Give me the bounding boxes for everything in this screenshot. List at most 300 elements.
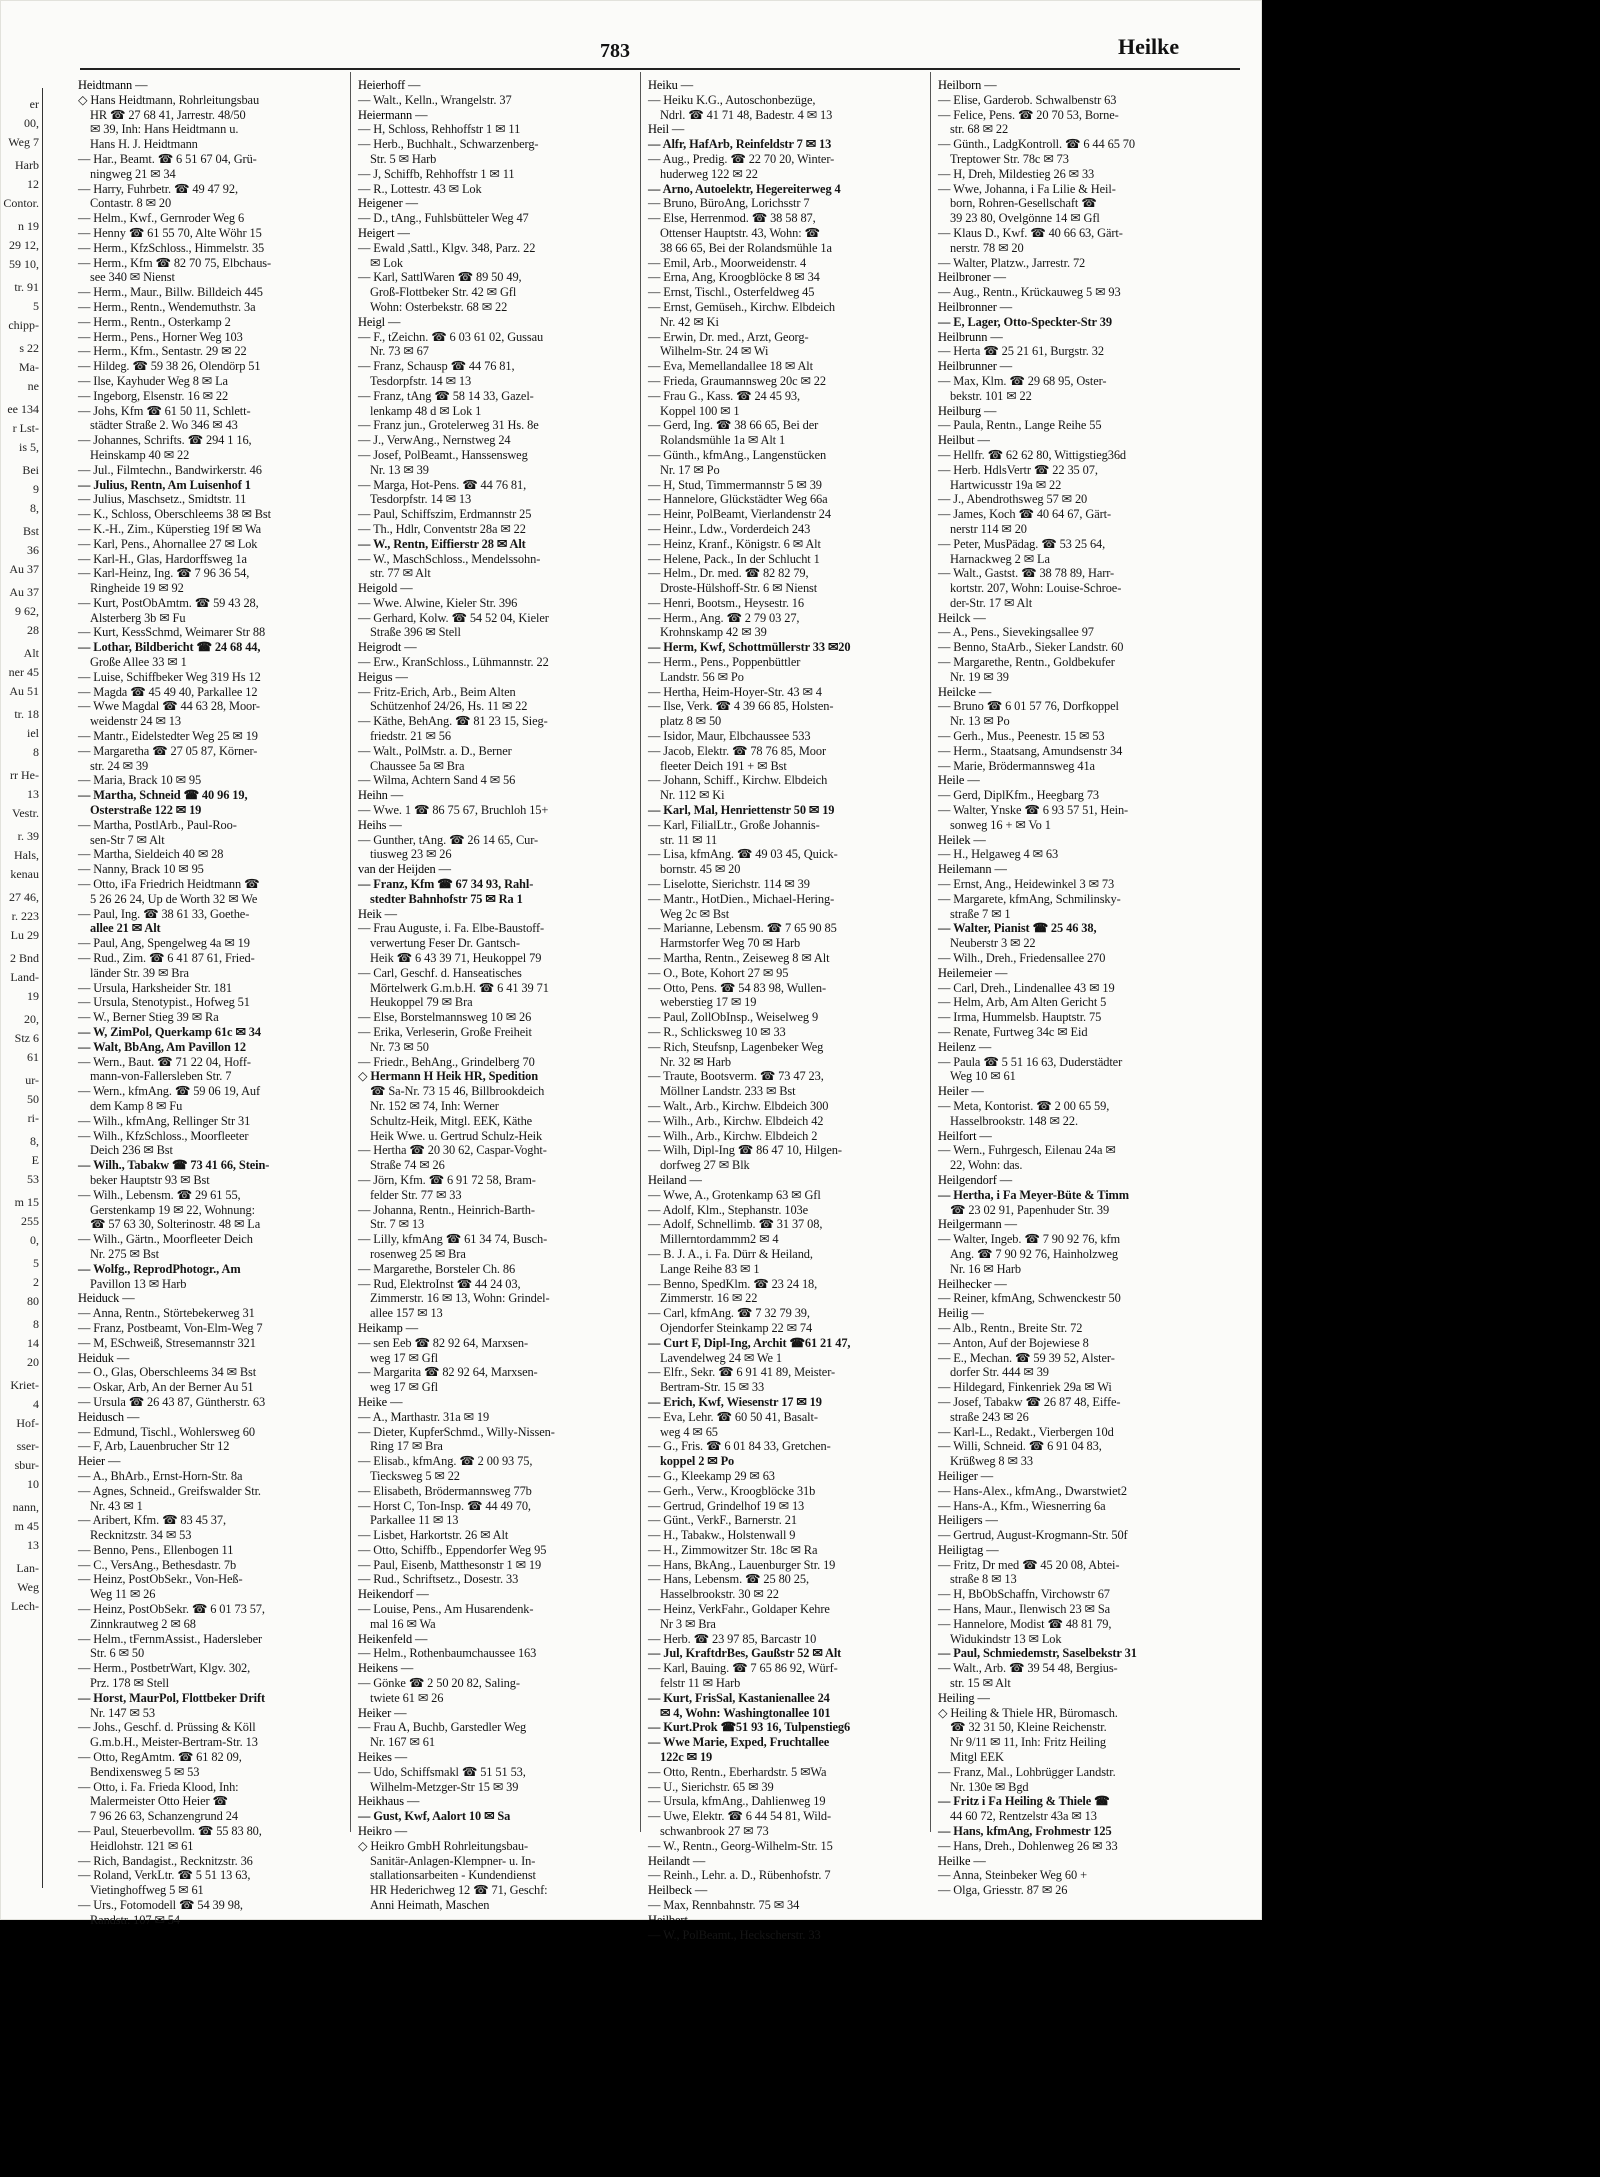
directory-entry: sen-Str 7 ✉ Alt: [90, 832, 165, 847]
previous-page-fragment: 29 12,: [9, 238, 39, 252]
directory-entry: Ottenser Hauptstr. 43, Wohn: ☎: [660, 225, 820, 240]
running-head: Heilke: [1118, 34, 1180, 59]
directory-entry: — H., Zimmowitzer Str. 18c ✉ Ra: [648, 1542, 818, 1557]
directory-entry: — Rud., Schriftsetz., Dosestr. 33: [358, 1572, 519, 1587]
directory-entry: Mitgl EEK: [950, 1750, 1004, 1765]
directory-entry: Koppel 100 ✉ 1: [660, 403, 740, 418]
previous-page-fragment: 13: [27, 1538, 39, 1552]
directory-entry: Nr. 73 ✉ 67: [370, 344, 429, 359]
directory-entry: — Elisab., kfmAng. ☎ 2 00 93 75,: [358, 1454, 533, 1469]
surname-heading: Heilgendorf —: [938, 1172, 1013, 1187]
directory-entry: — Peter, MusPädag. ☎ 53 25 64,: [938, 536, 1106, 551]
directory-entry: Lavendelweg 24 ✉ We 1: [660, 1350, 782, 1365]
directory-entry: Weg 11 ✉ 26: [90, 1587, 156, 1602]
surname-heading: Heilbrunn —: [938, 329, 1003, 344]
directory-entry: — Heinz, VerkFahr., Goldaper Kehre: [648, 1602, 830, 1617]
directory-entry: Droste-Hülshoff-Str. 6 ✉ Nienst: [660, 581, 818, 596]
previous-page-fragment: 2 Bnd: [9, 951, 39, 965]
directory-entry: — Franz jun., Grotelerweg 31 Hs. 8e: [358, 418, 539, 433]
directory-entry: — J., VerwAng., Nernstweg 24: [358, 433, 511, 448]
previous-page-fragment: Kriet-: [10, 1378, 39, 1392]
directory-entry: — Wwe Marie, Exped, Fruchtallee: [648, 1735, 830, 1750]
surname-heading: Heiduk —: [78, 1350, 130, 1365]
directory-entry: — Karl-H., Glas, Hardorffsweg 1a: [78, 551, 247, 566]
directory-entry: allee 21 ✉ Alt: [90, 921, 161, 936]
directory-entry: — Louise, Pens., Am Husarendenk-: [358, 1602, 534, 1617]
directory-entry: — Marie, Brödermannsweg 41a: [938, 758, 1095, 773]
previous-page-fragment: Vestr.: [12, 806, 39, 820]
directory-entry: — Franz, Mal., Lohbrügger Landstr.: [938, 1764, 1116, 1779]
directory-entry: — Martha, Schneid ☎ 40 96 19,: [78, 788, 248, 803]
directory-entry: fleeter Deich 191 + ✉ Bst: [660, 758, 787, 773]
previous-page-fragment: 4: [33, 1397, 39, 1411]
previous-page-fragment: Harb: [15, 158, 39, 172]
previous-page-fragment: rr He-: [10, 768, 39, 782]
directory-entry: — Aug., Predig. ☎ 22 70 20, Winter-: [648, 151, 835, 166]
directory-entry: — Walter, Pianist ☎ 25 46 38,: [938, 921, 1097, 936]
directory-entry: — Walt, BbAng, Am Pavillon 12: [78, 1039, 246, 1054]
previous-page-fragment: Land-: [10, 970, 39, 984]
directory-entry: — Luise, Schiffbeker Weg 319 Hs 12: [78, 669, 261, 684]
directory-entry: Bendixensweg 5 ✉ 53: [90, 1764, 200, 1779]
directory-entry: — Marga, Hot-Pens. ☎ 44 76 81,: [358, 477, 527, 492]
directory-entry: Hasselbrookstr. 30 ✉ 22: [660, 1587, 779, 1602]
directory-entry: Zinnkrautweg 2 ✉ 68: [90, 1616, 196, 1631]
directory-entry: Straße 396 ✉ Stell: [370, 625, 461, 640]
surname-heading: Heilhecker —: [938, 1276, 1007, 1291]
directory-entry: ✉ 4, Wohn: Washingtonallee 101: [660, 1705, 831, 1720]
previous-page-fragment: 61: [27, 1050, 39, 1064]
directory-entry: — M, ESchweiß, Stresemannstr 321: [78, 1335, 256, 1350]
directory-entry: Nr. 147 ✉ 53: [90, 1705, 155, 1720]
directory-entry: länder Str. 39 ✉ Bra: [90, 965, 189, 980]
directory-column-4: [938, 78, 1210, 1898]
directory-entry: Möllner Landstr. 233 ✉ Bst: [660, 1084, 796, 1099]
directory-entry: der-Str. 17 ✉ Alt: [950, 595, 1033, 610]
directory-entry: — F., tZeichn. ☎ 6 03 61 02, Gussau: [358, 329, 544, 344]
directory-entry: — Ernst, Gemüseh., Kirchw. Elbdeich: [648, 299, 836, 314]
directory-entry: — Benno, StaArb., Sieker Landstr. 60: [938, 640, 1124, 655]
directory-entry: — Otto, i. Fa. Frieda Klood, Inh:: [78, 1779, 239, 1794]
previous-page-fragment: Hals,: [14, 848, 39, 862]
directory-entry: — Kurt, FrisSal, Kastanienallee 24: [648, 1690, 830, 1705]
directory-entry: — Hertha ☎ 20 30 62, Caspar-Voght-: [358, 1143, 547, 1158]
directory-entry: — Erwin, Dr. med., Arzt, Georg-: [648, 329, 809, 344]
directory-entry: — Oskar, Arb, An der Berner Au 51: [78, 1380, 254, 1395]
directory-entry: — Margarethe, Borsteler Ch. 86: [358, 1261, 516, 1276]
previous-page-fragment: 53: [27, 1172, 39, 1186]
directory-entry: — Karl, Pens., Ahornallee 27 ✉ Lok: [78, 536, 258, 551]
directory-entry: — Hans, Dreh., Dohlenweg 26 ✉ 33: [938, 1838, 1118, 1853]
previous-page-fragment: 0,: [30, 1233, 39, 1247]
previous-page-fragment: 20,: [24, 1012, 39, 1026]
directory-entry: — K., Schloss, Oberschleems 38 ✉ Bst: [78, 507, 271, 522]
directory-entry: — Elise, Garderob. Schwalbenstr 63: [938, 92, 1117, 107]
directory-entry: — Uwe, Elektr. ☎ 6 44 54 81, Wild-: [648, 1809, 832, 1824]
surname-heading: van der Heijden —: [358, 862, 451, 877]
directory-entry: — Felice, Pens. ☎ 20 70 53, Borne-: [938, 107, 1119, 122]
directory-entry: — Willi, Schneid. ☎ 6 91 04 83,: [938, 1439, 1102, 1454]
directory-entry: weg 4 ✉ 65: [660, 1424, 718, 1439]
directory-entry: Harmstorfer Weg 70 ✉ Harb: [660, 936, 801, 951]
directory-entry: — Erika, Verleserin, Große Freiheit: [358, 1025, 532, 1039]
directory-entry: friedstr. 21 ✉ 56: [370, 729, 451, 744]
previous-page-fragment: 9: [33, 482, 39, 496]
directory-entry: — H, BbObSchaffn, Virchowstr 67: [938, 1587, 1110, 1602]
directory-entry: — Günth., kfmAng., Langenstücken: [648, 447, 827, 462]
surname-heading: Heikens —: [358, 1661, 414, 1676]
directory-entry: — W., MaschSchloss., Mendelssohn-: [358, 551, 541, 566]
directory-entry: — Herm., Maur., Billw. Billdeich 445: [78, 285, 263, 300]
directory-entry: — Meta, Kontorist. ☎ 2 00 65 59,: [938, 1098, 1110, 1113]
directory-entry: ☎ 32 31 50, Kleine Reichenstr.: [950, 1720, 1107, 1735]
previous-page-fragment: 13: [27, 787, 39, 801]
directory-entry: — Herm., Pens., Horner Weg 103: [78, 329, 243, 344]
directory-entry: Straße 74 ✉ 26: [370, 1158, 445, 1173]
directory-entry: — Walter, Platzw., Jarrestr. 72: [938, 255, 1086, 270]
directory-entry: — Anna, Steinbeker Weg 60 +: [938, 1868, 1087, 1883]
directory-entry: — Hildegard, Finkenriek 29a ✉ Wi: [938, 1380, 1112, 1395]
previous-page-fragment: r. 223: [11, 909, 39, 923]
directory-entry: — Herm., Staatsang, Amundsenstr 34: [938, 743, 1123, 758]
directory-entry: — Isidor, Maur, Elbchaussee 533: [648, 729, 811, 744]
directory-entry: — Herm., PostbetrWart, Klgv. 302,: [78, 1661, 251, 1676]
directory-entry: — Wwe Magdal ☎ 44 63 28, Moor-: [78, 699, 260, 714]
previous-page-fragment: Hof-: [16, 1416, 39, 1430]
directory-entry: — H., Tabakw., Holstenwall 9: [648, 1528, 796, 1543]
directory-entry: — Otto, Rentn., Eberhardstr. 5 ✉Wa: [648, 1764, 827, 1779]
directory-entry: ◇ Heiling & Thiele HR, Büromasch.: [938, 1705, 1118, 1720]
directory-entry: — Henri, Bootsm., Heysestr. 16: [648, 595, 805, 610]
directory-entry: — Ernst, Tischl., Osterfeldweg 45: [648, 285, 815, 300]
directory-entry: — Hans-Alex., kfmAng., Dwarstwiet2: [938, 1483, 1127, 1498]
directory-entry: — R., Schlicksweg 10 ✉ 33: [648, 1025, 786, 1039]
directory-entry: — Olga, Griesstr. 87 ✉ 26: [938, 1883, 1068, 1898]
directory-entry: — Walt., Kelln., Wrangelstr. 37: [358, 92, 512, 107]
directory-entry: — R., Lottestr. 43 ✉ Lok: [358, 181, 482, 196]
directory-entry: — Wolfg., ReprodPhotogr., Am: [78, 1261, 241, 1276]
directory-entry: ✉ Lok: [370, 255, 403, 270]
directory-entry: Nr. 42 ✉ Ki: [660, 314, 719, 329]
directory-entry: — Horst C, Ton-Insp. ☎ 44 49 70,: [358, 1498, 531, 1513]
directory-entry: — Martha, Sieldeich 40 ✉ 28: [78, 847, 224, 862]
directory-entry: 5 26 26 24, Up de Worth 32 ✉ We: [90, 891, 258, 906]
directory-entry: — Hans, kfmAng, Frohmestr 125: [938, 1824, 1112, 1839]
directory-entry: Tiecksweg 5 ✉ 22: [370, 1468, 460, 1483]
directory-entry: weidenstr 24 ✉ 13: [90, 714, 181, 729]
directory-entry: straße 7 ✉ 1: [950, 906, 1011, 921]
directory-entry: — Hannelore, Modist ☎ 48 81 79,: [938, 1616, 1112, 1631]
directory-entry: — O., Glas, Oberschleems 34 ✉ Bst: [78, 1365, 257, 1380]
directory-entry: — Edmund, Tischl., Wohlersweg 60: [78, 1424, 255, 1439]
directory-entry: — Adolf, Klm., Stephanstr. 103e: [648, 1202, 809, 1217]
surname-heading: Heikes —: [358, 1750, 408, 1765]
directory-entry: — Max, Rennbahnstr. 75 ✉ 34: [648, 1898, 800, 1913]
previous-page-fragment: Au 37: [9, 585, 39, 599]
directory-entry: — Gunther, tAng. ☎ 26 14 65, Cur-: [358, 832, 539, 847]
previous-page-fragment: 10: [27, 1477, 39, 1491]
directory-entry: Str. 5 ✉ Harb: [370, 151, 437, 166]
directory-entry: — Paul, Schiffszim, Erdmannstr 25: [358, 507, 532, 522]
directory-entry: Chaussee 5a ✉ Bra: [370, 758, 465, 773]
directory-entry: — Jul., Filmtechn., Bandwirkerstr. 46: [78, 462, 262, 477]
directory-entry: — Wilh., Arb., Kirchw. Elbdeich 2: [648, 1128, 818, 1143]
directory-entry: Nr. 130e ✉ Bgd: [950, 1779, 1029, 1794]
directory-entry: Nr. 13 ✉ Po: [950, 714, 1010, 729]
directory-entry: — Ilse, Kayhuder Weg 8 ✉ La: [78, 373, 228, 388]
previous-page-fragment: 36: [27, 543, 39, 557]
previous-page-fragment: 8: [33, 1317, 39, 1331]
directory-entry: HR Hederichweg 12 ☎ 71, Geschf:: [370, 1883, 548, 1898]
directory-entry: Krüßweg 8 ✉ 33: [950, 1454, 1033, 1469]
directory-entry: Ring 17 ✉ Bra: [370, 1439, 443, 1454]
column-divider: [350, 72, 351, 1832]
surname-heading: Heigert —: [358, 225, 410, 240]
directory-entry: — Ursula ☎ 26 43 87, Güntherstr. 63: [78, 1394, 266, 1409]
directory-entry: Ojendorfer Steinkamp 22 ✉ 74: [660, 1320, 813, 1335]
directory-entry: — Hildeg. ☎ 59 38 26, Olendörp 51: [78, 359, 261, 374]
directory-entry: kortstr. 207, Wohn: Louise-Schroe-: [950, 581, 1122, 596]
previous-page-fragment: 9 62,: [15, 604, 39, 618]
directory-entry: Lange Reihe 83 ✉ 1: [660, 1261, 760, 1276]
directory-column-3: [648, 78, 920, 1942]
surname-heading: Heidtmann —: [78, 78, 148, 92]
directory-entry: ◇ Hans Heidtmann, Rohrleitungsbau: [78, 92, 260, 107]
directory-entry: — Herm, Kwf, Schottmüllerstr 33 ✉20: [648, 640, 851, 655]
directory-entry: Str. 7 ✉ 13: [370, 1217, 425, 1232]
directory-entry: Wilhelm-Str. 24 ✉ Wi: [660, 344, 769, 359]
previous-page-fragment: Bst: [22, 524, 39, 538]
directory-entry: Hasselbrookstr. 148 ✉ 22.: [950, 1113, 1078, 1128]
directory-entry: — W, ZimPol, Querkamp 61c ✉ 34: [78, 1025, 261, 1039]
directory-entry: — Ursula, kfmAng., Dahlienweg 19: [648, 1794, 826, 1809]
previous-page-fragment: 5: [33, 299, 39, 313]
previous-page-fragment: Weg 7: [8, 135, 39, 149]
directory-entry: — Curt F, Dipl-Ing, Archit ☎61 21 47,: [648, 1335, 851, 1350]
directory-entry: Wohn: Osterbekstr. 68 ✉ 22: [370, 299, 508, 314]
directory-entry: str. 24 ✉ 39: [90, 758, 149, 773]
directory-entry: — Nanny, Brack 10 ✉ 95: [78, 862, 204, 877]
surname-heading: Heilig —: [938, 1306, 984, 1321]
directory-entry: ☎ Sa-Nr. 73 15 46, Billbrookdeich: [370, 1084, 545, 1099]
previous-page-fragment: 19: [27, 989, 39, 1003]
directory-entry: — Erw., KranSchloss., Lühmannstr. 22: [358, 655, 549, 670]
directory-entry: — Wwe. Alwine, Kieler Str. 396: [358, 595, 518, 610]
directory-entry: Nr 3 ✉ Bra: [660, 1616, 716, 1631]
directory-entry: ☎ 57 63 30, Solterinostr. 48 ✉ La: [90, 1217, 261, 1232]
previous-page-fragment: Lech-: [11, 1599, 39, 1613]
directory-entry: — Rud, ElektroInst ☎ 44 24 03,: [358, 1276, 521, 1291]
directory-entry: Nr. 112 ✉ Ki: [660, 788, 725, 803]
directory-entry: — Max, Klm. ☎ 29 68 95, Oster-: [938, 373, 1107, 388]
previous-page-fragment: 59 10,: [9, 257, 39, 271]
directory-entry: — Agnes, Schneid., Greifswalder Str.: [78, 1483, 261, 1498]
directory-entry: — Liselotte, Sierichstr. 114 ✉ 39: [648, 877, 810, 892]
previous-page-fragment: Alt: [23, 646, 39, 660]
directory-entry: — Else, Herrenmod. ☎ 38 58 87,: [648, 211, 816, 226]
directory-entry: — Paul, Steuerbevollm. ☎ 55 83 80,: [78, 1824, 262, 1839]
directory-entry: — Wilh., Arb., Kirchw. Elbdeich 42: [648, 1113, 824, 1128]
previous-page-fragment: Ma-: [19, 360, 39, 374]
surname-heading: Heierhoff —: [358, 78, 421, 92]
directory-entry: — Aug., Rentn., Krückauweg 5 ✉ 93: [938, 285, 1121, 300]
surname-heading: Heilemeier —: [938, 965, 1008, 980]
directory-entry: — Carl, Geschf. d. Hanseatisches: [358, 965, 522, 980]
previous-page-fragment: 20: [27, 1355, 39, 1369]
directory-entry: straße 243 ✉ 26: [950, 1409, 1029, 1424]
directory-entry: Anni Heimath, Maschen: [370, 1898, 490, 1913]
directory-entry: — Otto, iFa Friedrich Heidtmann ☎: [78, 877, 260, 892]
directory-entry: — E, Lager, Otto-Speckter-Str 39: [938, 314, 1112, 329]
surname-heading: Heigener —: [358, 196, 418, 211]
surname-heading: Heiler —: [938, 1084, 984, 1099]
surname-heading: Heilborn —: [938, 78, 997, 92]
surname-heading: Heilbroner —: [938, 270, 1006, 285]
surname-heading: Heikamp —: [358, 1320, 419, 1335]
directory-entry: — Benno, Pens., Ellenbogen 11: [78, 1542, 234, 1557]
directory-entry: huderweg 122 ✉ 22: [660, 166, 758, 181]
previous-page-fragment: Lan-: [16, 1561, 39, 1575]
directory-entry: Heik ☎ 6 43 39 71, Heukoppel 79: [370, 951, 542, 966]
directory-entry: beker Hauptstr 93 ✉ Bst: [90, 1172, 210, 1187]
surname-heading: Heilek —: [938, 832, 986, 847]
directory-entry: — Rich, Steufsnp, Lagenbeker Weg: [648, 1039, 824, 1054]
directory-entry: ◇ Heikro GmbH Rohrleitungsbau-: [358, 1838, 528, 1853]
directory-entry: lenkamp 48 d ✉ Lok 1: [370, 403, 482, 418]
directory-entry: dorfer Str. 444 ✉ 39: [950, 1365, 1049, 1380]
directory-entry: — Wilh., KfzSchloss., Moorfleeter: [78, 1128, 249, 1143]
directory-entry: koppel 2 ✉ Po: [660, 1454, 735, 1469]
surname-heading: Heilcke —: [938, 684, 992, 699]
directory-entry: Rolandsmühle 1a ✉ Alt 1: [660, 433, 786, 448]
directory-entry: — Paula, Rentn., Lange Reihe 55: [938, 418, 1102, 433]
previous-page-fragment: Stz 6: [14, 1031, 39, 1045]
directory-entry: — Heinz, PostObSekr. ☎ 6 01 73 57,: [78, 1602, 265, 1617]
directory-entry: — Urs., Fotomodell ☎ 54 39 98,: [78, 1898, 243, 1913]
directory-entry: Parkallee 11 ✉ 13: [370, 1513, 459, 1528]
previous-page-fragment: Contor.: [3, 196, 39, 210]
directory-entry: felstr 11 ✉ Harb: [660, 1676, 741, 1691]
directory-entry: — Udo, Schiffsmakl ☎ 51 51 53,: [358, 1764, 526, 1779]
previous-page-fragment: 255: [21, 1214, 39, 1228]
directory-entry: — Gerh., Verw., Kroogblöcke 31b: [648, 1483, 816, 1498]
directory-entry: — Elfr., Sekr. ☎ 6 91 41 89, Meister-: [648, 1365, 835, 1380]
directory-entry: Bertram-Str. 15 ✉ 33: [660, 1380, 765, 1395]
directory-entry: — G., Fris. ☎ 6 01 84 33, Gretchen-: [648, 1439, 831, 1454]
directory-entry: — Aribert, Kfm. ☎ 83 45 37,: [78, 1513, 226, 1528]
previous-page-fragment: sbur-: [14, 1458, 39, 1472]
directory-entry: ningweg 21 ✉ 34: [90, 166, 176, 181]
directory-entry: twiete 61 ✉ 26: [370, 1690, 444, 1705]
directory-entry: — Herm., KfzSchloss., Himmelstr. 35: [78, 240, 265, 255]
directory-entry: — Eva, Memellandallee 18 ✉ Alt: [648, 359, 813, 374]
directory-entry: Nr. 19 ✉ 39: [950, 669, 1009, 684]
surname-heading: Heiland —: [648, 1172, 702, 1187]
directory-entry: — Jacob, Elektr. ☎ 78 76 85, Moor: [648, 743, 827, 758]
directory-entry: — Benno, SpedKlm. ☎ 23 24 18,: [648, 1276, 818, 1291]
directory-entry: — Frau A, Buchb, Garstedler Weg: [358, 1720, 527, 1735]
previous-page-fragment: kenau: [10, 867, 39, 881]
previous-page-fragment: 8,: [30, 501, 39, 515]
directory-entry: — Traute, Bootsverm. ☎ 73 47 23,: [648, 1069, 824, 1084]
directory-entry: — Heinz, Kranf., Königstr. 6 ✉ Alt: [648, 536, 821, 551]
directory-entry: verwertung Feser Dr. Gantsch-: [370, 936, 520, 951]
surname-heading: Heilburg —: [938, 403, 997, 418]
directory-entry: dem Kamp 8 ✉ Fu: [90, 1098, 183, 1113]
surname-heading: Heilbronner —: [938, 299, 1013, 314]
directory-entry: allee 157 ✉ 13: [370, 1306, 443, 1321]
previous-page-fragment: ri-: [27, 1111, 39, 1125]
directory-entry: — H., Helgaweg 4 ✉ 63: [938, 847, 1059, 862]
directory-entry: Weg 10 ✉ 61: [950, 1069, 1016, 1084]
surname-heading: Heigus —: [358, 669, 408, 684]
directory-entry: — Karl, SattlWaren ☎ 89 50 49,: [358, 270, 522, 285]
directory-entry: — Hans, BkAng., Lauenburger Str. 19: [648, 1557, 836, 1572]
directory-entry: — Karl, Mal, Henriettenstr 50 ✉ 19: [648, 803, 835, 818]
surname-heading: Heigrodt —: [358, 640, 417, 655]
directory-entry: — W., Rentn., Georg-Wilhelm-Str. 15: [648, 1838, 833, 1853]
directory-entry: Pavillon 13 ✉ Harb: [90, 1276, 187, 1291]
directory-entry: — Fritz-Erich, Arb., Beim Alten: [358, 684, 516, 699]
directory-entry: — Julius, Maschsetz., Smidtstr. 11: [78, 492, 247, 507]
directory-entry: Malermeister Otto Heier ☎: [90, 1794, 228, 1809]
directory-entry: — Käthe, BehAng. ☎ 81 23 15, Sieg-: [358, 714, 548, 729]
surname-heading: Heikhaus —: [358, 1794, 420, 1809]
directory-entry: — Hans, Maur., Ilenwisch 23 ✉ Sa: [938, 1602, 1111, 1617]
surname-heading: Heilck —: [938, 610, 986, 625]
surname-heading: Heikenfeld —: [358, 1631, 428, 1646]
directory-entry: — E., Mechan. ☎ 59 39 52, Alster-: [938, 1350, 1115, 1365]
directory-column-1: [78, 78, 350, 1927]
directory-entry: — Josef, Tabakw ☎ 26 87 48, Eiffe-: [938, 1394, 1121, 1409]
surname-heading: Heihn —: [358, 788, 404, 803]
directory-entry: Recknitzstr. 34 ✉ 53: [90, 1528, 192, 1543]
directory-entry: — Herb. HdlsVertr ☎ 22 35 07,: [938, 462, 1098, 477]
directory-entry: Weg 2c ✉ Bst: [660, 906, 730, 921]
directory-entry: — Anton, Auf der Bojewiese 8: [938, 1335, 1089, 1350]
directory-entry: — Julius, Rentn, Am Luisenhof 1: [78, 477, 251, 492]
directory-entry: — Emil, Arb., Moorweidenstr. 4: [648, 255, 807, 270]
directory-entry: — Lilly, kfmAng ☎ 61 34 74, Busch-: [358, 1232, 548, 1247]
directory-entry: str. 15 ✉ Alt: [950, 1676, 1011, 1691]
directory-entry: Heinskamp 40 ✉ 22: [90, 447, 190, 462]
directory-entry: — Arno, Autoelektr, Hegereiterweg 4: [648, 181, 841, 196]
previous-page-fragment: E: [31, 1153, 39, 1167]
directory-entry: ☎ 23 02 91, Papenhuder Str. 39: [950, 1202, 1110, 1217]
surname-heading: Heile —: [938, 773, 980, 788]
directory-entry: — Paul, ZollObInsp., Weiselweg 9: [648, 1010, 819, 1025]
directory-entry: — Wilh., Gärtn., Moorfleeter Deich: [78, 1232, 253, 1247]
directory-entry: — Helm., Rothenbaumchaussee 163: [358, 1646, 537, 1661]
directory-entry: — Gerh., Mus., Peenestr. 15 ✉ 53: [938, 729, 1105, 744]
directory-entry: — Wern., kfmAng. ☎ 59 06 19, Auf: [78, 1084, 261, 1099]
directory-entry: — Johs, Kfm ☎ 61 50 11, Schlett-: [78, 403, 251, 418]
previous-page-fragment: er: [29, 97, 39, 111]
directory-entry: — Rud., Zim. ☎ 6 41 87 61, Fried-: [78, 951, 255, 966]
previous-page-fragment: 5: [33, 1256, 39, 1270]
directory-entry: — Wwe. 1 ☎ 86 75 67, Bruchloh 15+: [358, 803, 549, 818]
directory-entry: — Martha, Rentn., Zeiseweg 8 ✉ Alt: [648, 951, 830, 966]
previous-page-fragment: 12: [27, 177, 39, 191]
directory-entry: — Lisa, kfmAng. ☎ 49 03 45, Quick-: [648, 847, 838, 862]
directory-entry: — Kurt, PostObAmtm. ☎ 59 43 28,: [78, 595, 259, 610]
surname-heading: Heihs —: [358, 817, 402, 832]
directory-entry: — Herm., Pens., Poppenbüttler: [648, 655, 801, 670]
directory-column-2: [358, 78, 630, 1913]
previous-page-fragment: s 22: [19, 341, 39, 355]
directory-entry: str. 77 ✉ Alt: [370, 566, 431, 581]
directory-entry: Ndrl. ☎ 41 71 48, Badestr. 4 ✉ 13: [660, 107, 833, 122]
